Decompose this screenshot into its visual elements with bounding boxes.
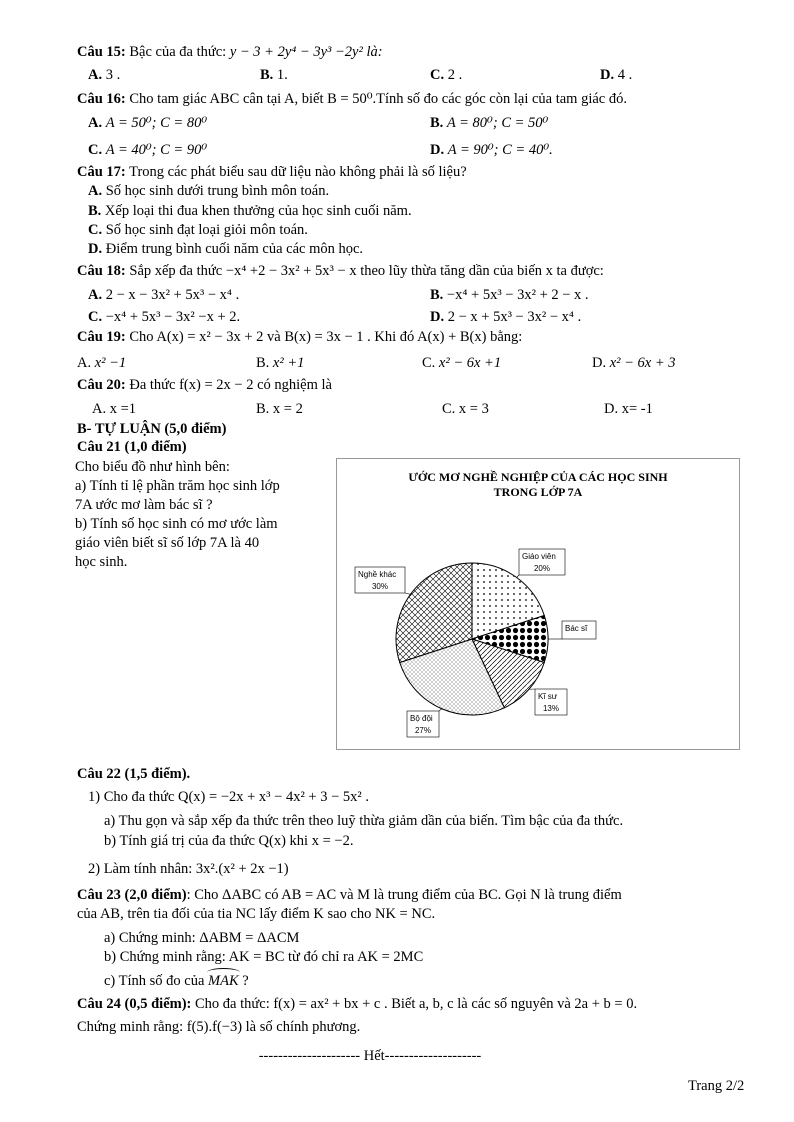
pie-label-name: Kĩ sư bbox=[538, 692, 558, 701]
pie-label-kĩ-sư bbox=[529, 689, 567, 715]
pie-label-value: 27% bbox=[414, 726, 432, 735]
q21-line-3: 7A ước mơ làm bác sĩ ? bbox=[75, 497, 213, 513]
q17-stem: Câu 17: Trong các phát biểu sau dữ liệu nào không phải là số liệu? bbox=[77, 164, 467, 180]
end-marker: --------------------- Hết-------------------- bbox=[258, 1048, 482, 1064]
q21-line-1: Cho biểu đồ như hình bên: bbox=[75, 459, 230, 475]
pie-label-value: 30% bbox=[371, 582, 389, 591]
q23-b: b) Chứng minh rằng: AK = BC từ đó chỉ ra AK = 2MC bbox=[104, 949, 424, 965]
q23-a: a) Chứng minh: ΔABM = ΔACM bbox=[104, 930, 300, 946]
q21-label: Câu 21 (1,0 điểm) bbox=[77, 439, 187, 455]
q19-stem: Câu 19: Cho A(x) = x² − 3x + 2 và B(x) = 3x − 1 . Khi đó A(x) + B(x) bằng: bbox=[77, 329, 523, 345]
part-b-heading: B- TỰ LUẬN (5,0 điểm) bbox=[77, 421, 227, 437]
pie-label-name: Giáo viên bbox=[522, 552, 556, 561]
q15-option-b: B. 1. bbox=[260, 67, 288, 83]
pie-label-name: Nghề khác bbox=[358, 570, 397, 579]
pie-label-name: Bộ đội bbox=[410, 714, 433, 723]
pie-label-nghề-khác bbox=[355, 567, 411, 594]
pie-label-bộ-đội bbox=[407, 709, 442, 737]
q21-line-4: b) Tính số học sinh có mơ ước làm bbox=[75, 516, 278, 532]
q20-option-d: D. x= -1 bbox=[604, 401, 653, 417]
q18-option-b: B. −x⁴ + 5x³ − 3x² + 2 − x . bbox=[430, 287, 589, 303]
q16-stem: Câu 16: Cho tam giác ABC cân tại A, biết B = 50⁰.Tính số đo các góc còn lại của tam giác đó. bbox=[77, 91, 627, 107]
q16-option-d: D. A = 90⁰; C = 40⁰. bbox=[430, 142, 553, 158]
q15-option-a: A. 3 . bbox=[88, 67, 121, 83]
q21-line-2: a) Tính tỉ lệ phần trăm học sinh lớp bbox=[75, 478, 280, 494]
chart-subtitle: TRONG LỚP 7A bbox=[493, 485, 583, 499]
q22-part1-b: b) Tính giá trị của đa thức Q(x) khi x = −2. bbox=[104, 833, 354, 849]
q19-option-c: C. x² − 6x +1 bbox=[422, 355, 502, 371]
q20-option-b: B. x = 2 bbox=[256, 401, 303, 417]
pie-chart bbox=[337, 459, 739, 749]
q23-stem-1: Câu 23 (2,0 điểm): Cho ΔABC có AB = AC và M là trung điểm của BC. Gọi N là trung điểm bbox=[77, 887, 622, 903]
q19-option-d: D. x² − 6x + 3 bbox=[592, 355, 676, 371]
q19-option-a: A. x² −1 bbox=[77, 355, 127, 371]
q16-option-a: A. A = 50⁰; C = 80⁰ bbox=[88, 115, 208, 131]
q16-option-c: C. A = 40⁰; C = 90⁰ bbox=[88, 142, 208, 158]
q22-part1: 1) Cho đa thức Q(x) = −2x + x³ − 4x² + 3 − 5x² . bbox=[88, 789, 369, 805]
angle-mak: MAK bbox=[208, 973, 239, 989]
q21-line-5: giáo viên biết sĩ số lớp 7A là 40 bbox=[75, 535, 260, 551]
q20-stem: Câu 20: Đa thức f(x) = 2x − 2 có nghiệm là bbox=[77, 377, 332, 393]
q24-stem-2: Chứng minh rằng: f(5).f(−3) là số chính phương. bbox=[77, 1019, 361, 1035]
q20-option-c: C. x = 3 bbox=[442, 401, 489, 417]
q18-stem: Câu 18: Sắp xếp đa thức −x⁴ +2 − 3x² + 5x³ − x theo lũy thừa tăng dần của biến x ta được: bbox=[77, 263, 604, 279]
pie-label-value: 20% bbox=[533, 564, 551, 573]
q22-part2: 2) Làm tính nhân: 3x².(x² + 2x −1) bbox=[88, 861, 289, 877]
q17-option-d: D. Điểm trung bình cuối năm của các môn học. bbox=[88, 241, 364, 257]
q18-option-c: C. −x⁴ + 5x³ − 3x² −x + 2. bbox=[88, 309, 241, 325]
pie-label-bác-sĩ bbox=[548, 621, 596, 639]
q18-option-d: D. 2 − x + 5x³ − 3x² − x⁴ . bbox=[430, 309, 582, 325]
pie-leader-line bbox=[439, 709, 442, 711]
pie-leader-line bbox=[517, 575, 519, 578]
pie-label-name: Bác sĩ bbox=[565, 624, 588, 633]
page-number: Trang 2/2 bbox=[688, 1078, 745, 1094]
pie-label-value: 13% bbox=[542, 704, 560, 713]
pie-chart-frame bbox=[336, 458, 740, 750]
q15-label: Câu 15: bbox=[77, 44, 126, 60]
pie-label-giáo-viên bbox=[517, 549, 565, 578]
q15-option-c: C. 2 . bbox=[430, 67, 463, 83]
q15-option-d: D. 4 . bbox=[600, 67, 633, 83]
q17-option-b: B. Xếp loại thi đua khen thưởng của học sinh cuối năm. bbox=[88, 203, 412, 219]
q24-stem-1: Câu 24 (0,5 điểm): Cho đa thức: f(x) = ax² + bx + c . Biết a, b, c là các số nguyên và 2a + b = 0. bbox=[77, 996, 638, 1012]
q15-stem: Câu 15: Bậc của đa thức: y − 3 + 2y⁴ − 3y³ −2y² là: bbox=[77, 44, 383, 60]
chart-title: ƯỚC MƠ NGHỀ NGHIỆP CỦA CÁC HỌC SINH bbox=[408, 470, 668, 484]
q23-stem-2: của AB, trên tia đối của tia NC lấy điểm K sao cho NK = NC. bbox=[77, 906, 436, 922]
q23-c: c) Tính số đo của MAK ? bbox=[104, 973, 249, 989]
q19-option-b: B. x² +1 bbox=[256, 355, 305, 371]
q18-option-a: A. 2 − x − 3x² + 5x³ − x⁴ . bbox=[88, 287, 240, 303]
q22-part1-a: a) Thu gọn và sắp xếp đa thức trên theo luỹ thừa giảm dần của biến. Tìm bậc của đa thức. bbox=[104, 813, 624, 829]
q21-line-6: học sinh. bbox=[75, 554, 128, 570]
q17-option-a: A. Số học sinh dưới trung bình môn toán. bbox=[88, 183, 330, 199]
q22-label: Câu 22 (1,5 điểm). bbox=[77, 766, 191, 782]
q17-option-c: C. Số học sinh đạt loại giỏi môn toán. bbox=[88, 222, 308, 238]
q16-option-b: B. A = 80⁰; C = 50⁰ bbox=[430, 115, 549, 131]
pie-leader-line bbox=[405, 593, 411, 594]
q20-option-a: A. x =1 bbox=[92, 401, 137, 417]
